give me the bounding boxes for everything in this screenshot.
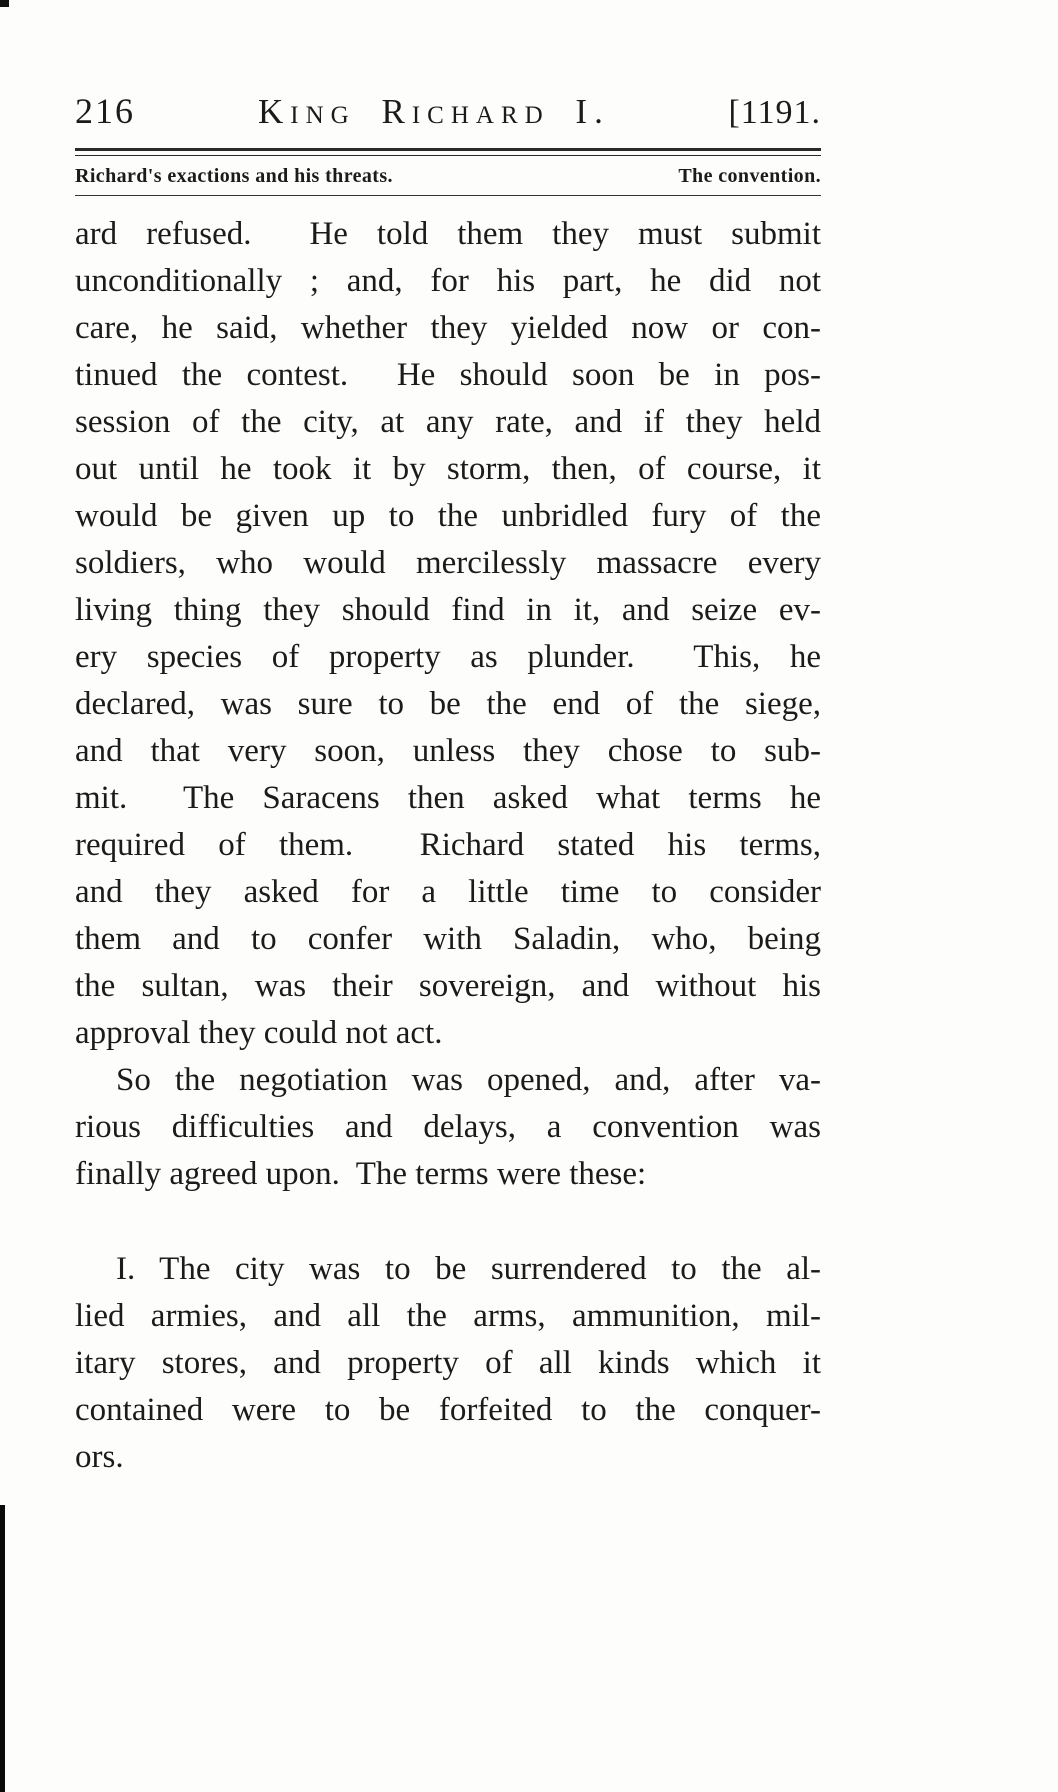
text-line: and that very soon, unless they chose to sub-: [75, 733, 821, 769]
page-content: [75, 86, 821, 1481]
text-line: ors.: [75, 1439, 124, 1475]
text-line: mit. The Saracens then asked what terms he: [75, 780, 821, 816]
text-line: tinued the contest. He should soon be in pos-: [75, 357, 821, 393]
text-line: So the negotiation was opened, and, after va-: [116, 1062, 821, 1098]
divider-rule: [75, 195, 821, 196]
running-title: King Richard I.: [258, 92, 610, 131]
paragraph: [75, 1246, 821, 1481]
text-line: and they asked for a little time to consider: [75, 874, 821, 910]
page-number: 216: [75, 91, 135, 131]
text-line: rious difficulties and delays, a convention was: [75, 1109, 821, 1145]
text-line: finally agreed upon. The terms were these:: [75, 1156, 647, 1192]
double-rule: [75, 148, 821, 156]
text-line: the sultan, was their sovereign, and without his: [75, 968, 821, 1004]
text-line: unconditionally ; and, for his part, he did not: [75, 263, 821, 299]
text-line: living thing they should find in it, and seize ev-: [75, 592, 821, 628]
text-line: required of them. Richard stated his terms,: [75, 827, 821, 863]
paragraph: [75, 211, 821, 1057]
text-line: itary stores, and property of all kinds which it: [75, 1345, 821, 1381]
text-line: session of the city, at any rate, and if they held: [75, 404, 821, 440]
text-line: approval they could not act.: [75, 1015, 443, 1051]
right-running-head: The convention.: [678, 165, 821, 187]
page-header: [75, 86, 821, 132]
paragraph: [75, 1057, 821, 1198]
text-line: them and to confer with Saladin, who, being: [75, 921, 821, 957]
section-heads: [75, 165, 821, 188]
text-line: contained were to be forfeited to the conquer-: [75, 1392, 821, 1428]
left-running-head: Richard's exactions and his threats.: [75, 165, 393, 187]
year-label: [1191.: [728, 94, 821, 131]
body-text: [75, 211, 821, 1481]
text-line: ard refused. He told them they must submit: [75, 216, 821, 252]
text-line: care, he said, whether they yielded now or con-: [75, 310, 821, 346]
text-line: would be given up to the unbridled fury of the: [75, 498, 821, 534]
text-line: I. The city was to be surrendered to the al-: [116, 1251, 821, 1287]
text-line: soldiers, who would mercilessly massacre every: [75, 545, 821, 581]
scan-artifact: [0, 1505, 5, 1792]
text-line: out until he took it by storm, then, of course, it: [75, 451, 821, 487]
text-line: declared, was sure to be the end of the siege,: [75, 686, 821, 722]
text-line: lied armies, and all the arms, ammunition, mil-: [75, 1298, 821, 1334]
text-line: ery species of property as plunder. This, he: [75, 639, 821, 675]
scan-artifact: [0, 0, 9, 7]
